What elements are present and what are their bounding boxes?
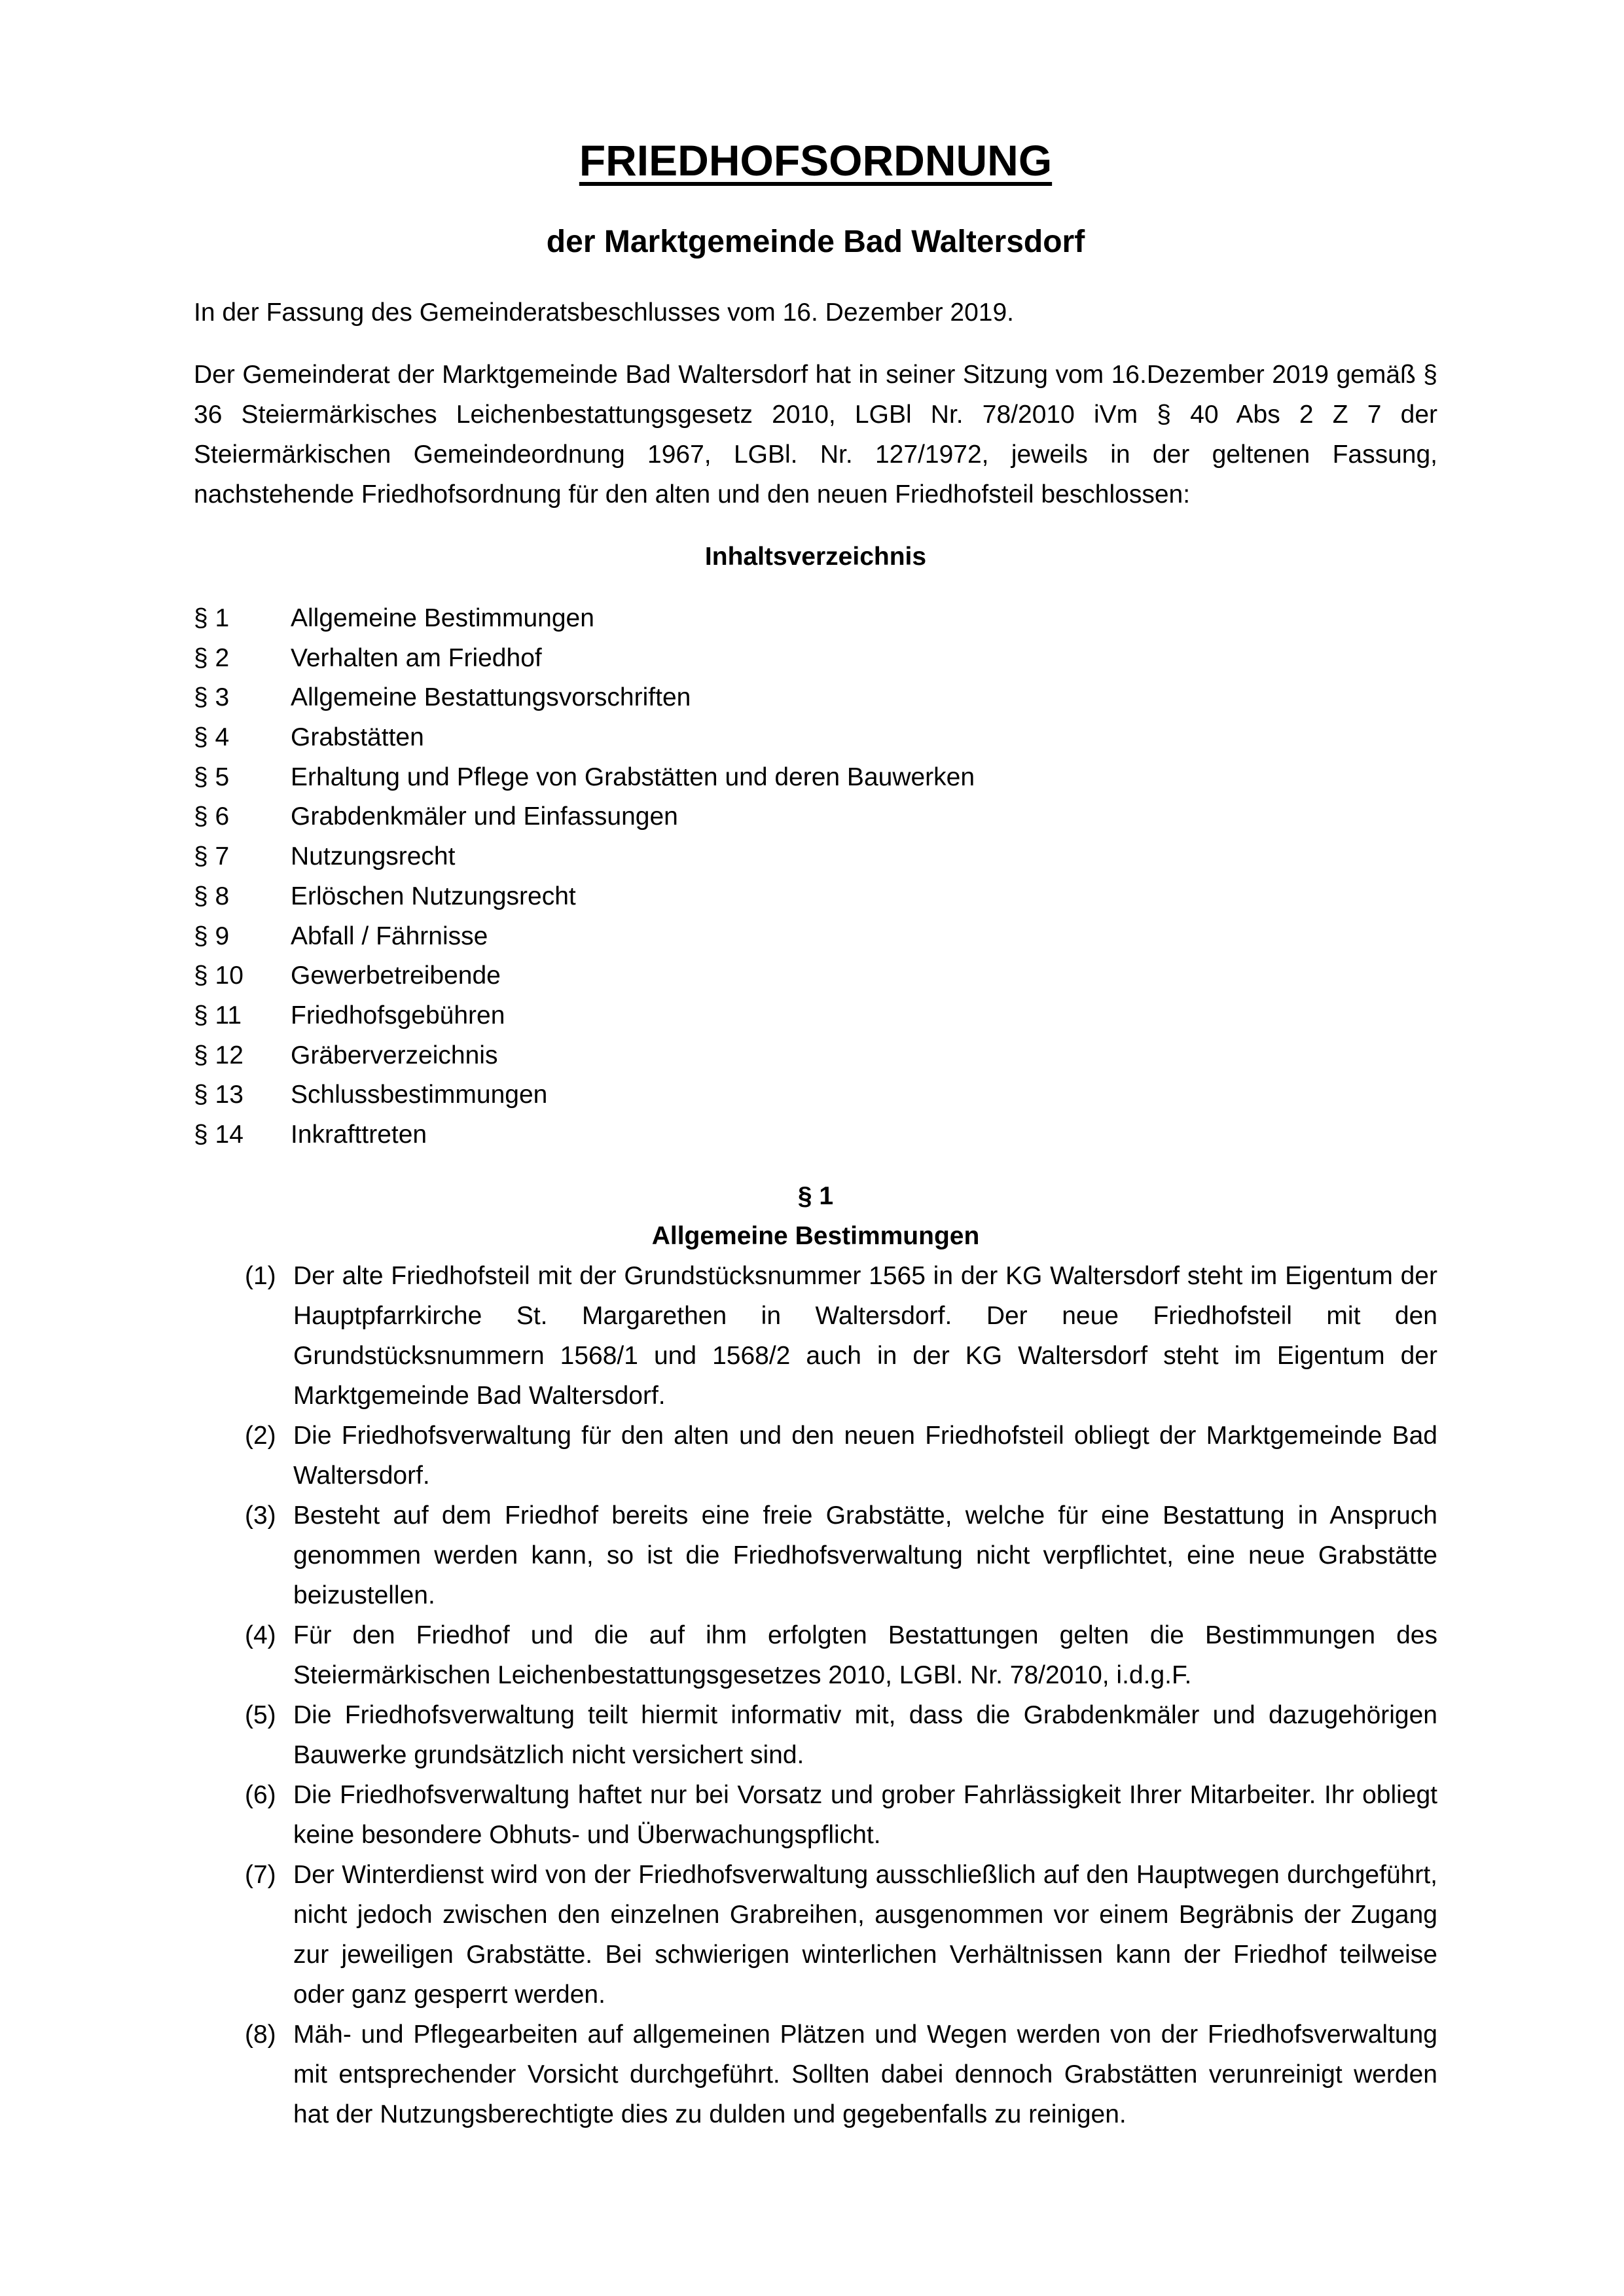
section-item	[245, 1615, 1437, 1695]
section-number: § 1	[797, 1182, 834, 1210]
toc-entry	[194, 639, 1437, 679]
item-text: Die Friedhofsverwaltung teilt hiermit informativ mit, dass die Grabdenkmäler und dazugehörigen Bauwerke grundsätzlich nicht versichert sind.	[293, 1701, 1437, 1769]
toc-entry-number: § 6	[194, 802, 230, 831]
toc-entry-number: § 9	[194, 922, 230, 950]
item-text: Die Friedhofsverwaltung für den alten und den neuen Friedhofsteil obliegt der Marktgemeinde Bad Waltersdorf.	[293, 1422, 1437, 1490]
toc-entry-label: Inkrafttreten	[291, 1120, 427, 1149]
document-title-text: FRIEDHOFSORDNUNG	[579, 136, 1053, 185]
toc-entry-label: Grabstätten	[291, 723, 424, 752]
item-number: (8)	[245, 2020, 276, 2049]
toc-entry-number: § 8	[194, 882, 230, 910]
item-number: (5)	[245, 1701, 276, 1729]
section-item	[245, 1855, 1437, 2015]
toc-entry-label: Allgemeine Bestimmungen	[291, 604, 594, 632]
toc-entry	[194, 917, 1437, 957]
section-items	[245, 1256, 1437, 2134]
toc-entry	[194, 996, 1437, 1036]
toc-entry	[194, 718, 1437, 758]
toc-entry-number: § 7	[194, 842, 230, 871]
item-number: (1)	[245, 1262, 276, 1290]
toc-entry	[194, 1075, 1437, 1115]
item-text: Für den Friedhof und die auf ihm erfolgten Bestattungen gelten die Bestimmungen des Steiermärkischen Leichenbestattungsgesetzes 2010, LGBl. Nr. 78/2010, i.d.g.F.	[293, 1621, 1437, 1689]
item-text: Der alte Friedhofsteil mit der Grundstücksnummer 1565 in der KG Waltersdorf steht im Eigentum der Hauptpfarrkirche St. Margarethen in Waltersdorf. Der neue Friedhofsteil mit den Grundstücksnummern 1568/1 und 1568/2 auch in der KG Waltersdorf steht im Eigentum der Marktgemeinde Bad Waltersdorf.	[293, 1262, 1437, 1410]
section-item	[245, 1256, 1437, 1416]
section-item	[245, 1695, 1437, 1775]
toc-entry-label: Friedhofsgebühren	[291, 1001, 505, 1030]
toc-entry-number: § 14	[194, 1120, 244, 1149]
item-text: Der Winterdienst wird von der Friedhofsverwaltung ausschließlich auf den Hauptwegen durchgeführt, nicht jedoch zwischen den einzelnen Grabreihen, ausgenommen vor einem Begräbnis der Zugang zur jeweiligen Grabstätte. Bei schwierigen winterlichen Verhältnissen kann der Friedhof teilweise oder ganz gesperrt werden.	[293, 1861, 1437, 2009]
item-number: (2)	[245, 1422, 276, 1450]
toc-entry	[194, 758, 1437, 798]
toc-entry-number: § 10	[194, 961, 244, 990]
toc-entry	[194, 678, 1437, 718]
section-item	[245, 1496, 1437, 1615]
toc-entry-label: Erhaltung und Pflege von Grabstätten und deren Bauwerken	[291, 762, 975, 791]
toc-heading: Inhaltsverzeichnis	[704, 543, 927, 571]
item-number: (7)	[245, 1861, 276, 1889]
toc-entry-label: Nutzungsrecht	[291, 842, 456, 871]
toc-entry-number: § 13	[194, 1081, 244, 1109]
toc-entry-number: § 11	[194, 1001, 242, 1030]
toc-entry-number: § 4	[194, 723, 230, 752]
toc-entry	[194, 956, 1437, 996]
item-number: (4)	[245, 1621, 276, 1649]
section-item	[245, 1775, 1437, 1855]
toc-entry-number: § 5	[194, 762, 230, 791]
version-note: In der Fassung des Gemeinderatsbeschlusses vom 16. Dezember 2019.	[194, 298, 1014, 327]
item-number: (3)	[245, 1501, 276, 1530]
toc-entry-number: § 3	[194, 683, 230, 712]
toc-entry-label: Schlussbestimmungen	[291, 1081, 548, 1109]
intro-paragraph: Der Gemeinderat der Marktgemeinde Bad Waltersdorf hat in seiner Sitzung vom 16.Dezember 2019 gemäß § 36 Steiermärkisches Leichenbestattungsgesetz 2010, LGBl Nr. 78/2010 iVm § 40 Abs 2 Z 7 der Steiermärkischen Gemeindeordnung 1967, LGBl. Nr. 127/1972, jeweils in der geltenen Fassung, nachstehende Friedhofsordnung für den alten und den neuen Friedhofsteil beschlossen:	[194, 361, 1437, 509]
toc-entry-number: § 1	[194, 604, 230, 632]
toc-entry	[194, 797, 1437, 837]
item-number: (6)	[245, 1781, 276, 1809]
table-of-contents	[194, 599, 1437, 1155]
toc-entry-label: Gräberverzeichnis	[291, 1041, 498, 1069]
section-item	[245, 2015, 1437, 2134]
item-text: Besteht auf dem Friedhof bereits eine freie Grabstätte, welche für eine Bestattung in Anspruch genommen werden kann, so ist die Friedhofsverwaltung nicht verpflichtet, eine neue Grabstätte beizustellen.	[293, 1501, 1437, 1609]
toc-entry-label: Abfall / Fährnisse	[291, 922, 488, 950]
toc-entry-number: § 2	[194, 643, 230, 672]
toc-entry-number: § 12	[194, 1041, 244, 1069]
document-title	[194, 134, 1437, 187]
section-item	[245, 1416, 1437, 1496]
toc-entry-label: Verhalten am Friedhof	[291, 643, 542, 672]
toc-entry-label: Grabdenkmäler und Einfassungen	[291, 802, 678, 831]
toc-entry	[194, 1115, 1437, 1155]
toc-entry	[194, 599, 1437, 639]
document-subtitle: der Marktgemeinde Bad Waltersdorf	[546, 224, 1085, 259]
item-text: Die Friedhofsverwaltung haftet nur bei Vorsatz und grober Fahrlässigkeit Ihrer Mitarbeiter. Ihr obliegt keine besondere Obhuts- und Überwachungspflicht.	[293, 1781, 1437, 1849]
section-title: Allgemeine Bestimmungen	[651, 1222, 980, 1250]
item-text: Mäh- und Pflegearbeiten auf allgemeinen Plätzen und Wegen werden von der Friedhofsverwaltung mit entsprechender Vorsicht durchgeführt. Sollten dabei dennoch Grabstätten verunreinigt werden hat der Nutzungsberechtigte dies zu dulden und gegebenfalls zu reinigen.	[293, 2020, 1437, 2128]
toc-entry-label: Allgemeine Bestattungsvorschriften	[291, 683, 691, 712]
toc-entry-label: Gewerbetreibende	[291, 961, 501, 990]
toc-entry	[194, 877, 1437, 917]
toc-entry	[194, 1036, 1437, 1076]
toc-entry-label: Erlöschen Nutzungsrecht	[291, 882, 576, 910]
toc-entry	[194, 837, 1437, 877]
